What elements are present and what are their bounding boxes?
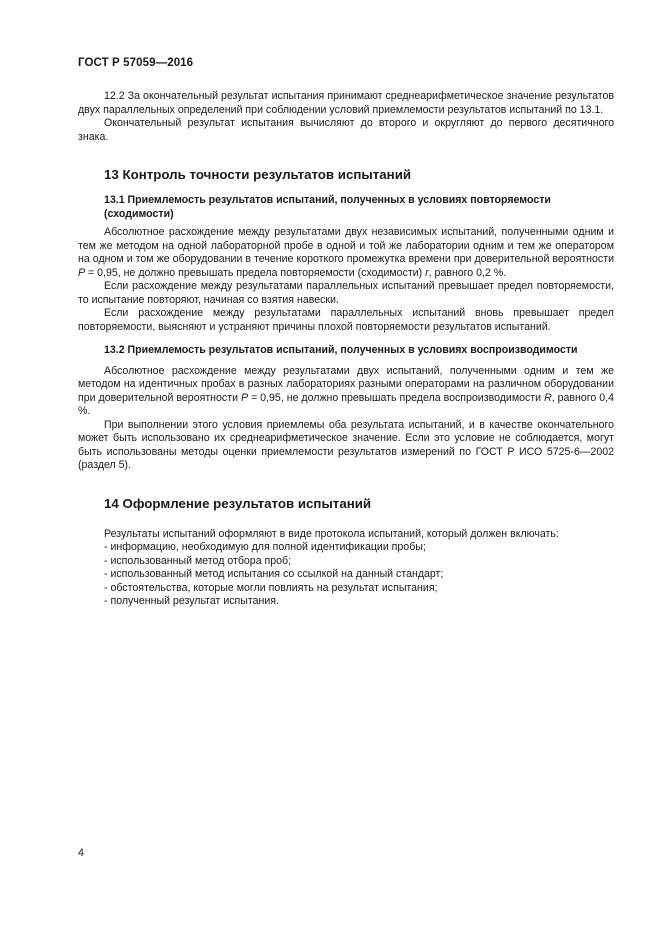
subsection-13-1-paragraph-2: Если расхождение между результатами параллельных испытаний превышает предел повторяемости, то испытание повторяют, начиная со взятия навески. xyxy=(78,280,614,306)
subsection-13-2-title: 13.2 Приемлемость результатов испытаний, полученных в условиях воспроизводимости xyxy=(104,344,578,356)
document-body xyxy=(78,90,614,609)
subsection-13-1-paragraph-1: Абсолютное расхождение между результатами двух независимых испытаний, полученными одним и тем же методом на одной лабораторной пробе в одной и той же лаборатории одним и тем же оператором на одном и том же оборудовании в течение короткого промежутка времени при доверительной вероятности P = 0,95, не должно превышать предела повторяемости (сходимости) r, равного 0,2 %. xyxy=(78,226,614,279)
list-item: - информацию, необходимую для полной идентификации пробы; xyxy=(104,541,426,553)
section-14-intro: Результаты испытаний оформляют в виде протокола испытаний, который должен включать: xyxy=(104,527,559,540)
page-number: 4 xyxy=(78,847,84,859)
subsection-13-1-paragraph-3: Если расхождение между результатами параллельных испытаний вновь превышает предел повторяемости, выясняют и устраняют причины плохой повторяемости результатов испытаний. xyxy=(78,307,614,333)
clause-12-2-rounding-paragraph: Окончательный результат испытания вычисляют до второго и округляют до первого десятичного знака. xyxy=(78,117,614,143)
subsection-13-2-paragraph-2: При выполнении этого условия приемлемы оба результата испытаний, и в качестве окончательного может быть использовано их среднеарифметическое значение. Если это условие не соблюдается, могут быть использованы методы оценки приемлемости результатов измерений по ГОСТ Р ИСО 5725-6—2002 (раздел 5). xyxy=(78,418,614,471)
list-item: - использованный метод отбора проб; xyxy=(104,554,292,567)
clause-12-2-paragraph: 12.2 За окончательный результат испытания принимают среднеарифметическое значение результатов двух параллельных определений при соблюдении условий приемлемости результатов испытаний по 13.1. xyxy=(78,90,614,116)
section-13-title: 13 Контроль точности результатов испытаний xyxy=(104,167,412,182)
subsection-13-2-paragraph-1: Абсолютное расхождение между результатами двух испытаний, полученными одним и тем же методом на идентичных пробах в разных лабораториях разными операторами на различном оборудовании при доверительной вероятности P = 0,95, не должно превышать предела воспроизводимости R, равного 0,4 %. xyxy=(78,364,615,417)
list-item: - обстоятельства, которые могли повлиять на результат испытания; xyxy=(104,581,438,594)
subsection-13-1-title: 13.1 Приемлемость результатов испытаний, полученных в условиях повторяемости (сходимости) xyxy=(104,194,551,220)
list-item: - полученный результат испытания. xyxy=(104,595,279,607)
list-item: - использованный метод испытания со ссылкой на данный стандарт; xyxy=(104,568,444,580)
section-14-title: 14 Оформление результатов испытаний xyxy=(104,495,372,511)
report-contents-list xyxy=(78,541,614,609)
page-header-standard: ГОСТ Р 57059—2016 xyxy=(78,57,194,69)
